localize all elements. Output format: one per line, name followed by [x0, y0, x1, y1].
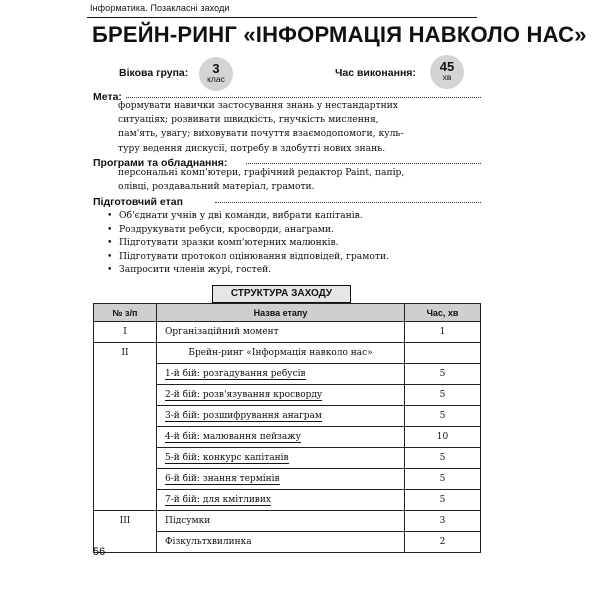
table-header-row [94, 304, 481, 322]
goal-text [118, 99, 483, 156]
table-row: 1-й бій: розгадування ребусів 5 [94, 364, 481, 385]
preparation-rule [215, 202, 481, 203]
equipment-rule [246, 163, 481, 164]
age-group-label: Вікова група: [119, 67, 189, 79]
duration-label: Час виконання: [335, 67, 416, 79]
running-header: Інформатика. Позакласні заходи [90, 3, 230, 13]
goal-line: ситуаціях; розвивати швидкість, гнучкість мислення, [118, 114, 379, 126]
table-row: I Організаційний момент 1 [94, 322, 481, 343]
goal-heading: Мета: [93, 91, 122, 103]
table-row: 6-й бій: знання термінів 5 [94, 469, 481, 490]
duration-badge [430, 55, 464, 89]
page-number: 56 [93, 546, 106, 558]
list-item: • Роздрукувати ребуси, кросворди, анаграми. [107, 223, 334, 235]
column-header-stage: Назва етапу [157, 304, 405, 322]
equipment-line: персональні комп'ютери, графічний редактор Paint, папір, [118, 167, 405, 178]
bullet-icon: • [107, 250, 113, 262]
table-row: Фізкультхвилинка 2 [94, 532, 481, 553]
goal-rule [126, 97, 481, 98]
list-item: • Підготувати протокол оцінювання відповідей, грамоти. [107, 250, 390, 262]
list-item: • Підготувати зразки комп'ютерних малюнків. [107, 237, 339, 249]
structure-title: СТРУКТУРА ЗАХОДУ [212, 285, 351, 303]
preparation-list [106, 209, 389, 277]
goal-line: формувати навички застосування знань у нестандартних [118, 100, 399, 111]
bullet-icon: • [107, 223, 113, 235]
table-row: 5-й бій: конкурс капітанів 5 [94, 448, 481, 469]
table-row: 3-й бій: розшифрування анаграм 5 [94, 406, 481, 427]
equipment-text [118, 166, 483, 194]
equipment-line: олівці, роздавальний матеріал, грамоти. [118, 181, 315, 193]
bullet-icon: • [107, 210, 113, 221]
column-header-time: Час, хв [405, 304, 481, 322]
duration-value: 45 [439, 59, 455, 74]
page-title: БРЕЙН-РИНГ «ІНФОРМАЦІЯ НАВКОЛО НАС» [92, 22, 587, 47]
age-group-unit: клас [207, 74, 225, 84]
equipment-heading: Програми та обладнання: [93, 157, 228, 169]
preparation-heading: Підготовчий етап [93, 196, 183, 208]
table-row: III Підсумки 3 [94, 511, 481, 532]
age-group-badge [199, 57, 233, 91]
age-group-value: 3 [212, 61, 220, 76]
table-row: 2-й бій: розв'язування кросворду 5 [94, 385, 481, 406]
goal-line: туру ведення дискусії, потребу в здобутті нових знань. [118, 142, 386, 154]
duration-unit: хв [442, 72, 452, 82]
column-header-number: № з/п [94, 304, 157, 322]
list-item: • Запросити членів журі, гостей. [107, 264, 272, 276]
structure-table [93, 303, 481, 553]
bullet-icon: • [107, 264, 113, 276]
bullet-icon: • [107, 237, 113, 249]
table-row: 7-й бій: для кмітливих 5 [94, 490, 481, 511]
table-row: 4-й бій: малювання пейзажу 10 [94, 427, 481, 448]
goal-line: пам'ять, увагу; виховувати почуття взаємодопомоги, куль- [118, 128, 404, 140]
table-row: II Брейн-ринг «Інформація навколо нас» [94, 343, 481, 364]
list-item: • Об'єднати учнів у дві команди, вибрати капітанів. [107, 210, 363, 221]
